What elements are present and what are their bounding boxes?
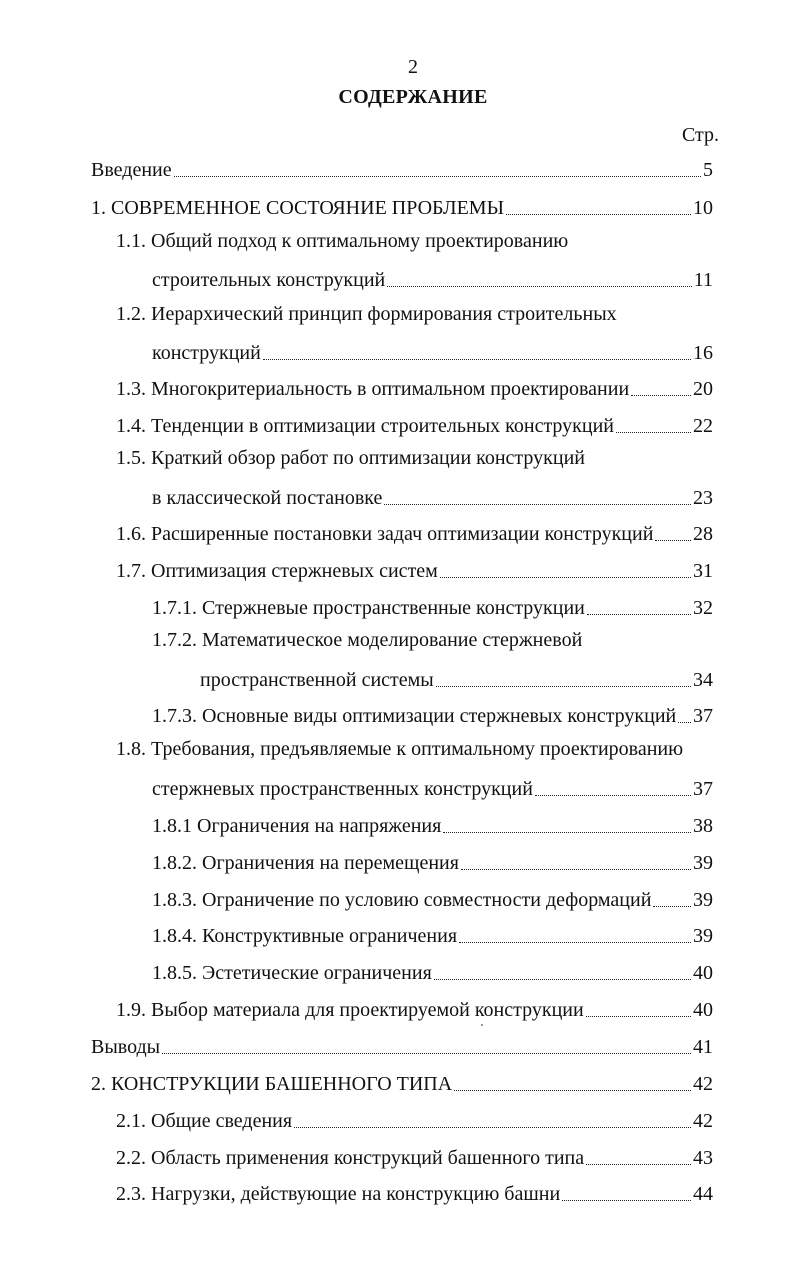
toc-entry-page: 37 (693, 705, 713, 727)
toc-entry-1-8-title[interactable]: 1.8. Требования, предъявляемые к оптимальному проектированию (116, 738, 684, 760)
toc-entry-2-3[interactable] (116, 1176, 713, 1206)
toc-entry-title: 1.6. Расширенные постановки задач оптимизации конструкций (116, 523, 654, 545)
toc-entry-1-9[interactable] (116, 992, 713, 1022)
dot-leader (631, 395, 691, 396)
page-number: 2 (408, 56, 418, 78)
toc-entry-title: 1.9. Выбор материала для проектируемой конструкции (116, 999, 584, 1021)
toc-entry-page: 5 (703, 159, 713, 181)
toc-entry-1-8[interactable] (152, 771, 713, 801)
toc-entry-1-6[interactable] (116, 516, 713, 546)
toc-entry-page: 34 (693, 669, 713, 691)
toc-entry-1-8-1[interactable] (152, 808, 713, 838)
toc-entry-page: 40 (693, 999, 713, 1021)
dot-leader (294, 1127, 691, 1128)
toc-entry-1-7-2-title[interactable]: 1.7.2. Математическое моделирование стержневой (152, 629, 583, 651)
toc-entry-title: 1.8.2. Ограничения на перемещения (152, 852, 459, 874)
dot-leader (440, 577, 691, 578)
toc-entry-1-3[interactable] (116, 371, 713, 401)
toc-entry-title: Введение (91, 159, 172, 181)
dot-leader (384, 504, 691, 505)
toc-entry-page: 23 (693, 487, 713, 509)
toc-entry-title: 1.7.3. Основные виды оптимизации стержневых конструкций (152, 705, 677, 727)
toc-entry-title: Выводы (91, 1036, 161, 1058)
toc-entry-page: 37 (693, 778, 713, 800)
page-title: СОДЕРЖАНИЕ (338, 86, 488, 108)
toc-entry-title: 2.1. Общие сведения (116, 1110, 293, 1132)
toc-entry-page: 10 (693, 197, 713, 219)
toc-entry-page: 39 (693, 852, 713, 874)
dot-leader (653, 906, 691, 907)
toc-entry-title: 2.3. Нагрузки, действующие на конструкцию башни (116, 1183, 561, 1205)
toc-entry-page: 32 (693, 597, 713, 619)
dot-leader (535, 795, 691, 796)
toc-entry-page: 40 (693, 962, 713, 984)
toc-entry-title: 1.7.1. Стержневые пространственные конструкции (152, 597, 585, 619)
toc-entry-1-2[interactable] (152, 335, 713, 365)
dot-leader (174, 176, 701, 177)
toc-entry-title: 1.8.4. Конструктивные ограничения (152, 925, 458, 947)
dot-leader (616, 432, 691, 433)
toc-entry-introduction[interactable] (91, 152, 713, 182)
toc-entry-title-continued: строительных конструкций (152, 269, 386, 291)
dot-leader (655, 540, 691, 541)
toc-entry-title-continued: в классической постановке (152, 487, 383, 509)
dot-leader (162, 1053, 691, 1054)
toc-entry-title-continued: конструкций (152, 342, 261, 364)
toc-entry-conclusions[interactable] (91, 1029, 713, 1059)
dot-leader (443, 832, 691, 833)
dot-leader (587, 614, 691, 615)
toc-entry-chapter-1[interactable] (91, 190, 713, 220)
toc-entry-1-1-title[interactable]: 1.1. Общий подход к оптимальному проектированию (116, 230, 569, 252)
toc-entry-1-5-title[interactable]: 1.5. Краткий обзор работ по оптимизации конструкций (116, 447, 585, 469)
toc-entry-1-7-1[interactable] (152, 590, 713, 620)
toc-entry-page: 31 (693, 560, 713, 582)
toc-entry-page: 39 (693, 925, 713, 947)
dot-leader (586, 1164, 691, 1165)
toc-entry-page: 41 (693, 1036, 713, 1058)
toc-entry-2-2[interactable] (116, 1140, 713, 1170)
toc-entry-title: 1. СОВРЕМЕННОЕ СОСТОЯНИЕ ПРОБЛЕМЫ (91, 197, 505, 219)
toc-entry-1-1[interactable] (152, 262, 713, 292)
toc-entry-chapter-2[interactable] (91, 1066, 713, 1096)
toc-entry-title: 1.7. Оптимизация стержневых систем (116, 560, 438, 582)
toc-entry-title-continued: стержневых пространственных конструкций (152, 778, 533, 800)
toc-entry-1-7-2[interactable] (200, 662, 713, 692)
toc-entry-title: 1.4. Тенденции в оптимизации строительных конструкций (116, 415, 614, 437)
scan-speck (481, 1024, 483, 1026)
toc-entry-title: 2.2. Область применения конструкций башенного типа (116, 1147, 585, 1169)
toc-entry-1-4[interactable] (116, 408, 713, 438)
toc-entry-1-5[interactable] (152, 480, 713, 510)
toc-entry-title-continued: пространственной системы (200, 669, 434, 691)
toc-entry-1-7-3[interactable] (152, 698, 713, 728)
toc-entry-title: 1.3. Многокритериальность в оптимальном проектировании (116, 378, 630, 400)
dot-leader (506, 214, 691, 215)
dot-leader (678, 722, 691, 723)
toc-entry-1-8-4[interactable] (152, 918, 713, 948)
toc-entry-title: 1.8.3. Ограничение по условию совместности деформаций (152, 889, 652, 911)
toc-entry-title: 2. КОНСТРУКЦИИ БАШЕННОГО ТИПА (91, 1073, 453, 1095)
toc-entry-1-8-5[interactable] (152, 955, 713, 985)
toc-entry-page: 42 (693, 1110, 713, 1132)
dot-leader (263, 359, 691, 360)
toc-entry-1-7[interactable] (116, 553, 713, 583)
toc-entry-page: 39 (693, 889, 713, 911)
toc-entry-title: 1.8.5. Эстетические ограничения (152, 962, 432, 984)
toc-entry-1-2-title[interactable]: 1.2. Иерархический принцип формирования строительных (116, 303, 617, 325)
toc-entry-title: 1.8.1 Ограничения на напряжения (152, 815, 442, 837)
toc-entry-page: 42 (693, 1073, 713, 1095)
dot-leader (434, 979, 691, 980)
dot-leader (586, 1016, 691, 1017)
toc-entry-page: 44 (693, 1183, 713, 1205)
dot-leader (436, 686, 691, 687)
toc-entry-page: 11 (693, 269, 713, 291)
dot-leader (454, 1090, 691, 1091)
dot-leader (562, 1200, 691, 1201)
toc-entry-page: 28 (693, 523, 713, 545)
toc-entry-page: 20 (693, 378, 713, 400)
toc-entry-page: 38 (693, 815, 713, 837)
page-column-label: Стр. (681, 124, 719, 146)
toc-entry-page: 16 (693, 342, 713, 364)
dot-leader (387, 286, 691, 287)
toc-entry-page: 22 (693, 415, 713, 437)
toc-entry-1-8-3[interactable] (152, 882, 713, 912)
toc-entry-1-8-2[interactable] (152, 845, 713, 875)
toc-entry-page: 43 (693, 1147, 713, 1169)
dot-leader (459, 942, 691, 943)
toc-entry-2-1[interactable] (116, 1103, 713, 1133)
dot-leader (461, 869, 691, 870)
